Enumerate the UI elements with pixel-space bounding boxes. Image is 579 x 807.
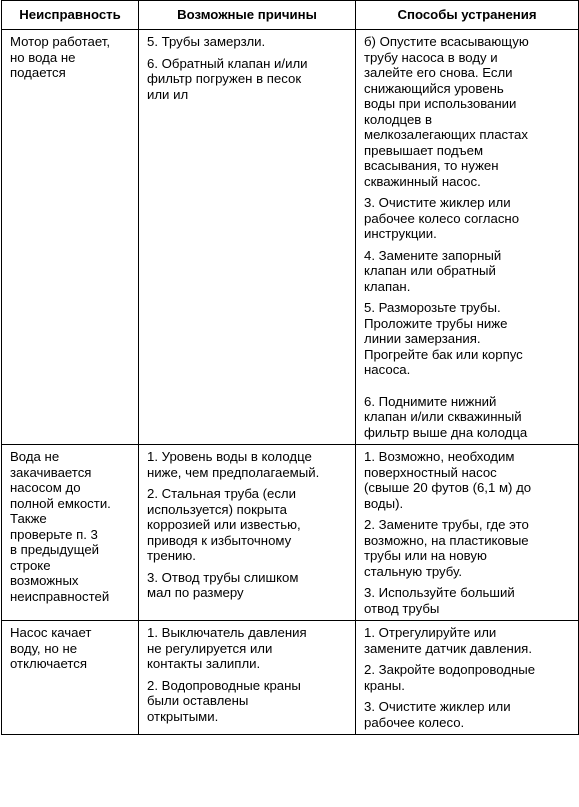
solution-item [364,699,572,730]
text-line: возможно, на пластиковые [364,532,529,548]
text-line: клапан. [364,278,411,294]
solution-item [364,517,572,579]
text-line: строке [10,557,51,573]
text-line: воду, но не [10,640,78,656]
text-line: Прогрейте бак или корпус [364,346,523,362]
text-line: краны. [364,677,405,693]
text-line: 1. Уровень воды в колодце [147,449,312,464]
causes-cell [139,621,356,735]
text-line: фильтр выше дна колодца [364,424,528,440]
text-line: полной емкости. [10,495,111,511]
solution-item [364,195,572,242]
text-line: замените датчик давления. [364,640,532,656]
problem-text [10,34,132,81]
text-line: 1. Отрегулируйте или [364,625,497,640]
text-line: трубы или на новую [364,548,487,563]
text-line: 2. Закройте водопроводные [364,662,536,677]
table-row [2,621,579,735]
solutions-cell [356,445,579,621]
text-line: проверьте п. 3 [10,526,98,542]
text-line: Вода не [10,449,60,464]
text-line: закачивается [10,464,92,480]
cause-item [147,570,349,601]
cause-item [147,449,349,480]
text-line: открытыми. [147,708,219,724]
text-line: насоса. [364,362,411,377]
text-line: 4. Замените запорный [364,247,502,263]
text-line: колодцев в [364,111,432,127]
text-line: инструкции. [364,226,437,241]
text-line: не регулируется или [147,640,273,656]
causes-cell [139,30,356,445]
problem-cell [2,30,139,445]
header-solutions: Способы устранения [356,1,579,30]
text-line: 5. Разморозьте трубы. [364,300,501,315]
solution-item [364,585,572,616]
text-line: коррозией или известью, [147,517,301,532]
problem-cell [2,621,139,735]
text-line: Мотор работает, [10,34,111,49]
text-line: всасывания, то нужен [364,158,499,173]
text-line: воды при использовании [364,96,517,111]
text-line: линии замерзания. [364,331,481,346]
text-line: (свыше 20 футов (6,1 м) до [364,480,532,495]
text-line: 3. Отвод трубы слишком [147,569,299,585]
text-line: используется) покрыта [147,501,287,517]
solution-item [364,300,572,378]
problem-text [10,625,132,672]
solution-item [364,248,572,295]
text-line: контакты залипли. [147,656,261,671]
text-line: стальную трубу. [364,563,462,579]
text-line: в предыдущей [10,542,100,557]
text-line: 2. Стальная труба (если [147,486,296,501]
problem-cell [2,445,139,621]
text-line: мелкозалегающих пластах [364,127,528,142]
solutions-cell [356,30,579,445]
text-line: поверхностный насос [364,464,497,480]
troubleshooting-table [1,0,579,735]
cause-item [147,625,349,672]
text-line: рабочее колесо. [364,714,465,730]
cause-item [147,678,349,725]
solution-item [364,34,572,189]
solutions-cell [356,621,579,735]
table-row [2,445,579,621]
text-line: трубу насоса в воду и [364,49,498,65]
text-line: фильтр погружен в песок [147,71,302,86]
text-line: или ил [147,86,189,102]
text-line: рабочее колесо согласно [364,210,520,226]
solution-item [364,625,572,656]
text-line: неисправностей [10,588,110,604]
header-problem: Неисправность [2,1,139,30]
text-line: залейте его снова. Если [364,65,513,80]
text-line: трению. [147,548,196,563]
table-row [2,30,579,445]
causes-cell [139,445,356,621]
text-line: 3. Используйте больший [364,585,515,600]
text-line: возможных [10,573,79,588]
header-causes: Возможные причины [139,1,356,30]
problem-text [10,449,132,604]
text-line: 3. Очистите жиклер или [364,195,511,210]
solution-item [364,449,572,511]
text-line: насосом до [10,480,81,495]
cause-item [147,34,349,50]
text-line: отвод трубы [364,600,440,616]
text-line: но вода не [10,49,76,65]
text-line: клапан или обратный [364,263,496,278]
text-line: 5. Трубы замерзли. [147,34,266,49]
text-line: 2. Водопроводные краны [147,677,301,693]
solution-item [364,662,572,693]
text-line: б) Опустите всасывающую [364,34,529,49]
text-line: приводя к избыточному [147,532,292,548]
text-line: клапан и/или скважинный [364,409,522,424]
solution-item [364,394,572,441]
text-line: снижающийся уровень [364,80,504,96]
text-line: скважинный насос. [364,173,481,189]
text-line: Проложите трубы ниже [364,315,508,331]
text-line: мал по размеру [147,585,244,600]
text-line: Также [10,511,47,526]
text-line: подается [10,65,66,80]
header-row [2,1,579,30]
text-line: 1. Выключатель давления [147,625,307,640]
cause-item [147,486,349,564]
text-line: 3. Очистите жиклер или [364,699,511,714]
text-line: превышает подъем [364,142,484,158]
text-line: были оставлены [147,693,249,708]
text-line: отключается [10,656,88,671]
text-line: 2. Замените трубы, где это [364,517,529,532]
cause-item [147,56,349,103]
text-line: 6. Обратный клапан и/или [147,55,308,71]
text-line: ниже, чем предполагаемый. [147,464,320,480]
text-line: 6. Поднимите нижний [364,393,497,409]
text-line: воды). [364,495,404,511]
text-line: Насос качает [10,625,92,640]
text-line: 1. Возможно, необходим [364,449,515,464]
